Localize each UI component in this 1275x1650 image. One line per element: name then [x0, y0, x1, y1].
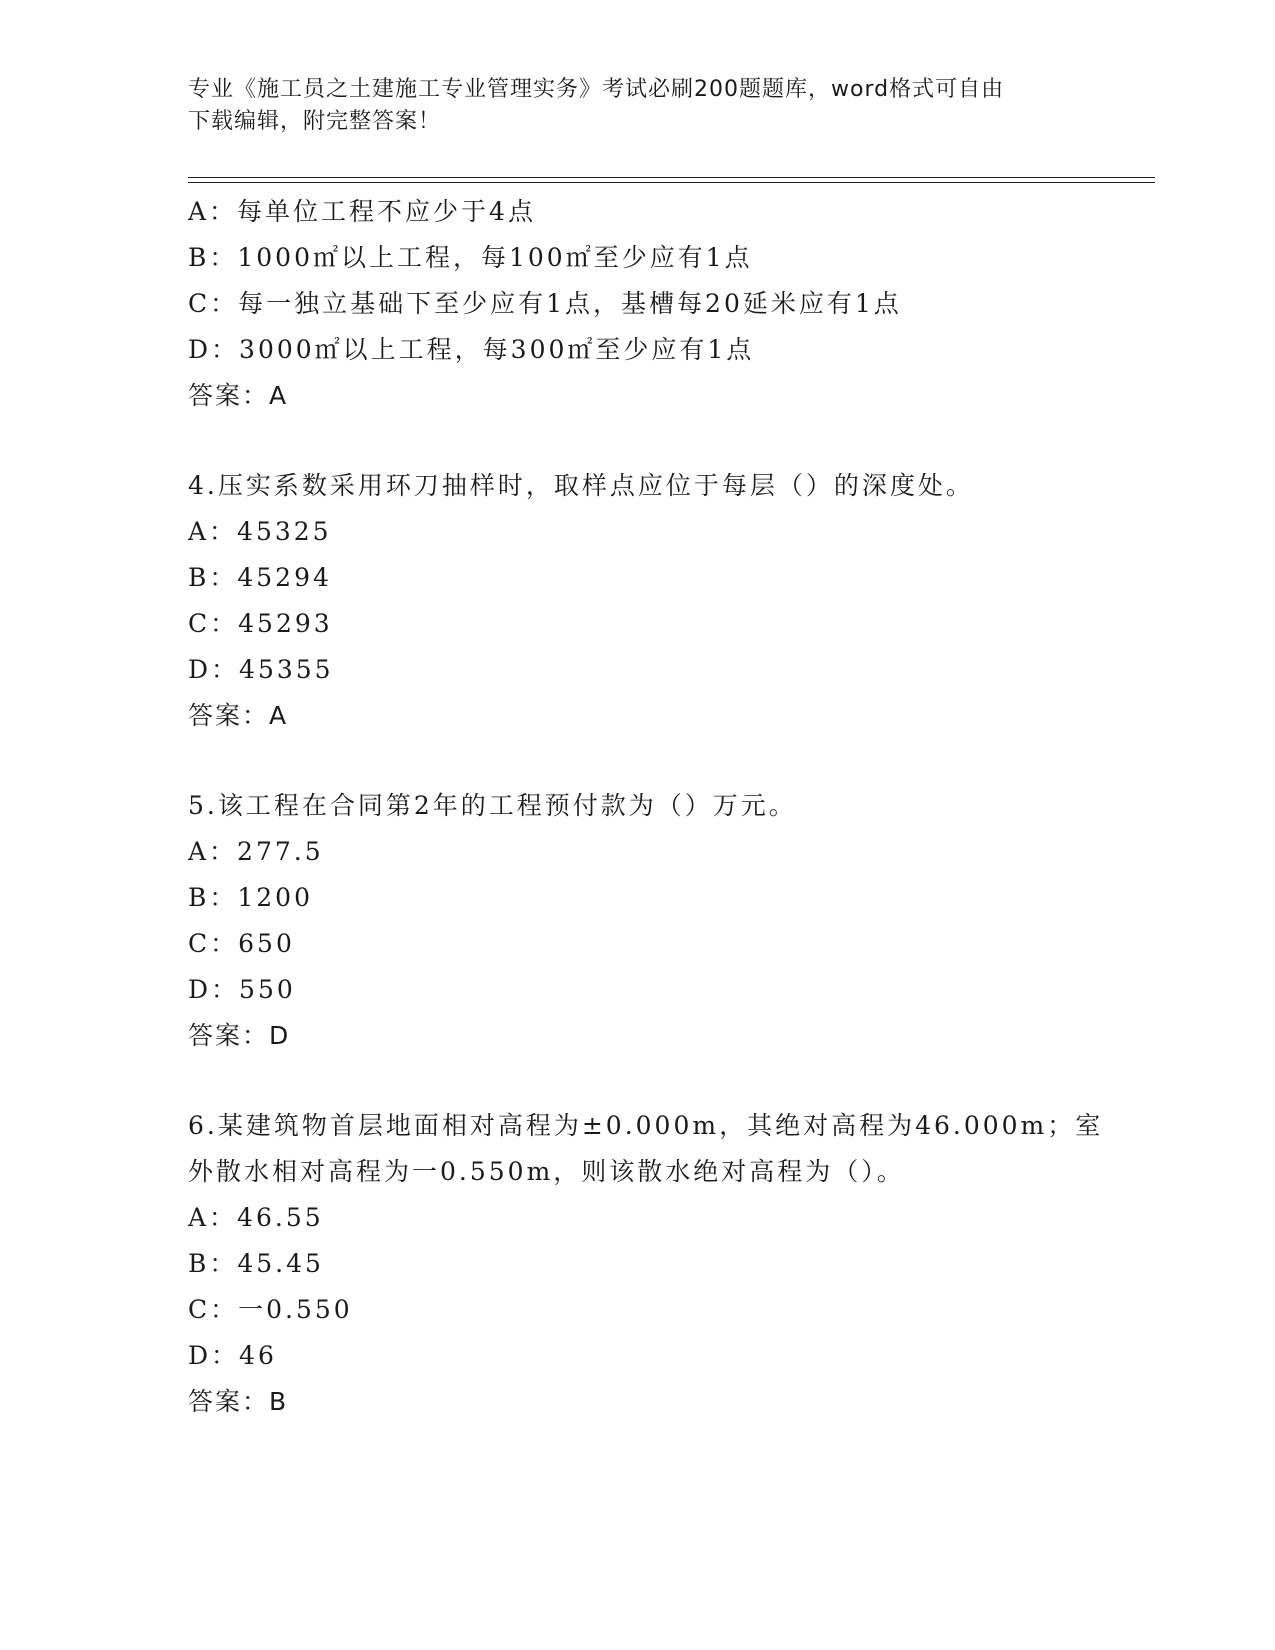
q3-answer: 答案：A	[188, 381, 289, 410]
q4-option-b: B：45294	[188, 563, 332, 592]
q3-option-d: D：3000㎡以上工程，每300㎡至少应有1点	[188, 335, 755, 364]
question-5-block	[188, 783, 1088, 1059]
q3-option-b: B：1000㎡以上工程，每100㎡至少应有1点	[188, 243, 753, 272]
question-3-block	[188, 189, 1088, 419]
q5-answer: 答案：D	[188, 1021, 291, 1050]
question-list	[188, 189, 1104, 1425]
q3-option-a: A：每单位工程不应少于4点	[188, 197, 536, 226]
document-header	[188, 74, 1068, 138]
q4-answer: 答案：A	[188, 701, 289, 730]
q5-option-c: C：650	[188, 929, 295, 958]
header-line-2: 下载编辑，附完整答案！	[188, 109, 442, 134]
q6-option-c: C：一0.550	[188, 1295, 353, 1324]
q6-option-d: D：46	[188, 1341, 277, 1370]
q6-question-line-1: 6.某建筑物首层地面相对高程为±0.000m，其绝对高程为46.000m；室	[188, 1111, 1104, 1140]
q6-option-b: B：45.45	[188, 1249, 324, 1278]
q4-option-c: C：45293	[188, 609, 333, 638]
q5-option-d: D：550	[188, 975, 296, 1004]
q6-answer: 答案：B	[188, 1387, 289, 1416]
header-line-1: 专业《施工员之土建施工专业管理实务》考试必刷200题题库，word格式可自由	[188, 77, 1005, 102]
question-4-block	[188, 463, 1088, 739]
header-divider-bottom	[188, 182, 1155, 183]
spacer	[188, 419, 1088, 463]
question-6-block	[188, 1103, 1104, 1425]
q3-option-c: C：每一独立基础下至少应有1点，基槽每20延米应有1点	[188, 289, 902, 318]
spacer	[188, 739, 1088, 783]
q6-option-a: A：46.55	[188, 1203, 324, 1232]
q5-question: 5.该工程在合同第2年的工程预付款为（）万元。	[188, 791, 797, 820]
header-divider-top	[188, 177, 1155, 178]
q5-option-a: A：277.5	[188, 837, 324, 866]
q6-question-line-2: 外散水相对高程为一0.550m，则该散水绝对高程为（）。	[188, 1157, 905, 1186]
spacer	[188, 1059, 1088, 1103]
q5-option-b: B：1200	[188, 883, 313, 912]
q4-question: 4.压实系数采用环刀抽样时，取样点应位于每层（）的深度处。	[188, 471, 974, 500]
q4-option-d: D：45355	[188, 655, 334, 684]
q4-option-a: A：45325	[188, 517, 332, 546]
